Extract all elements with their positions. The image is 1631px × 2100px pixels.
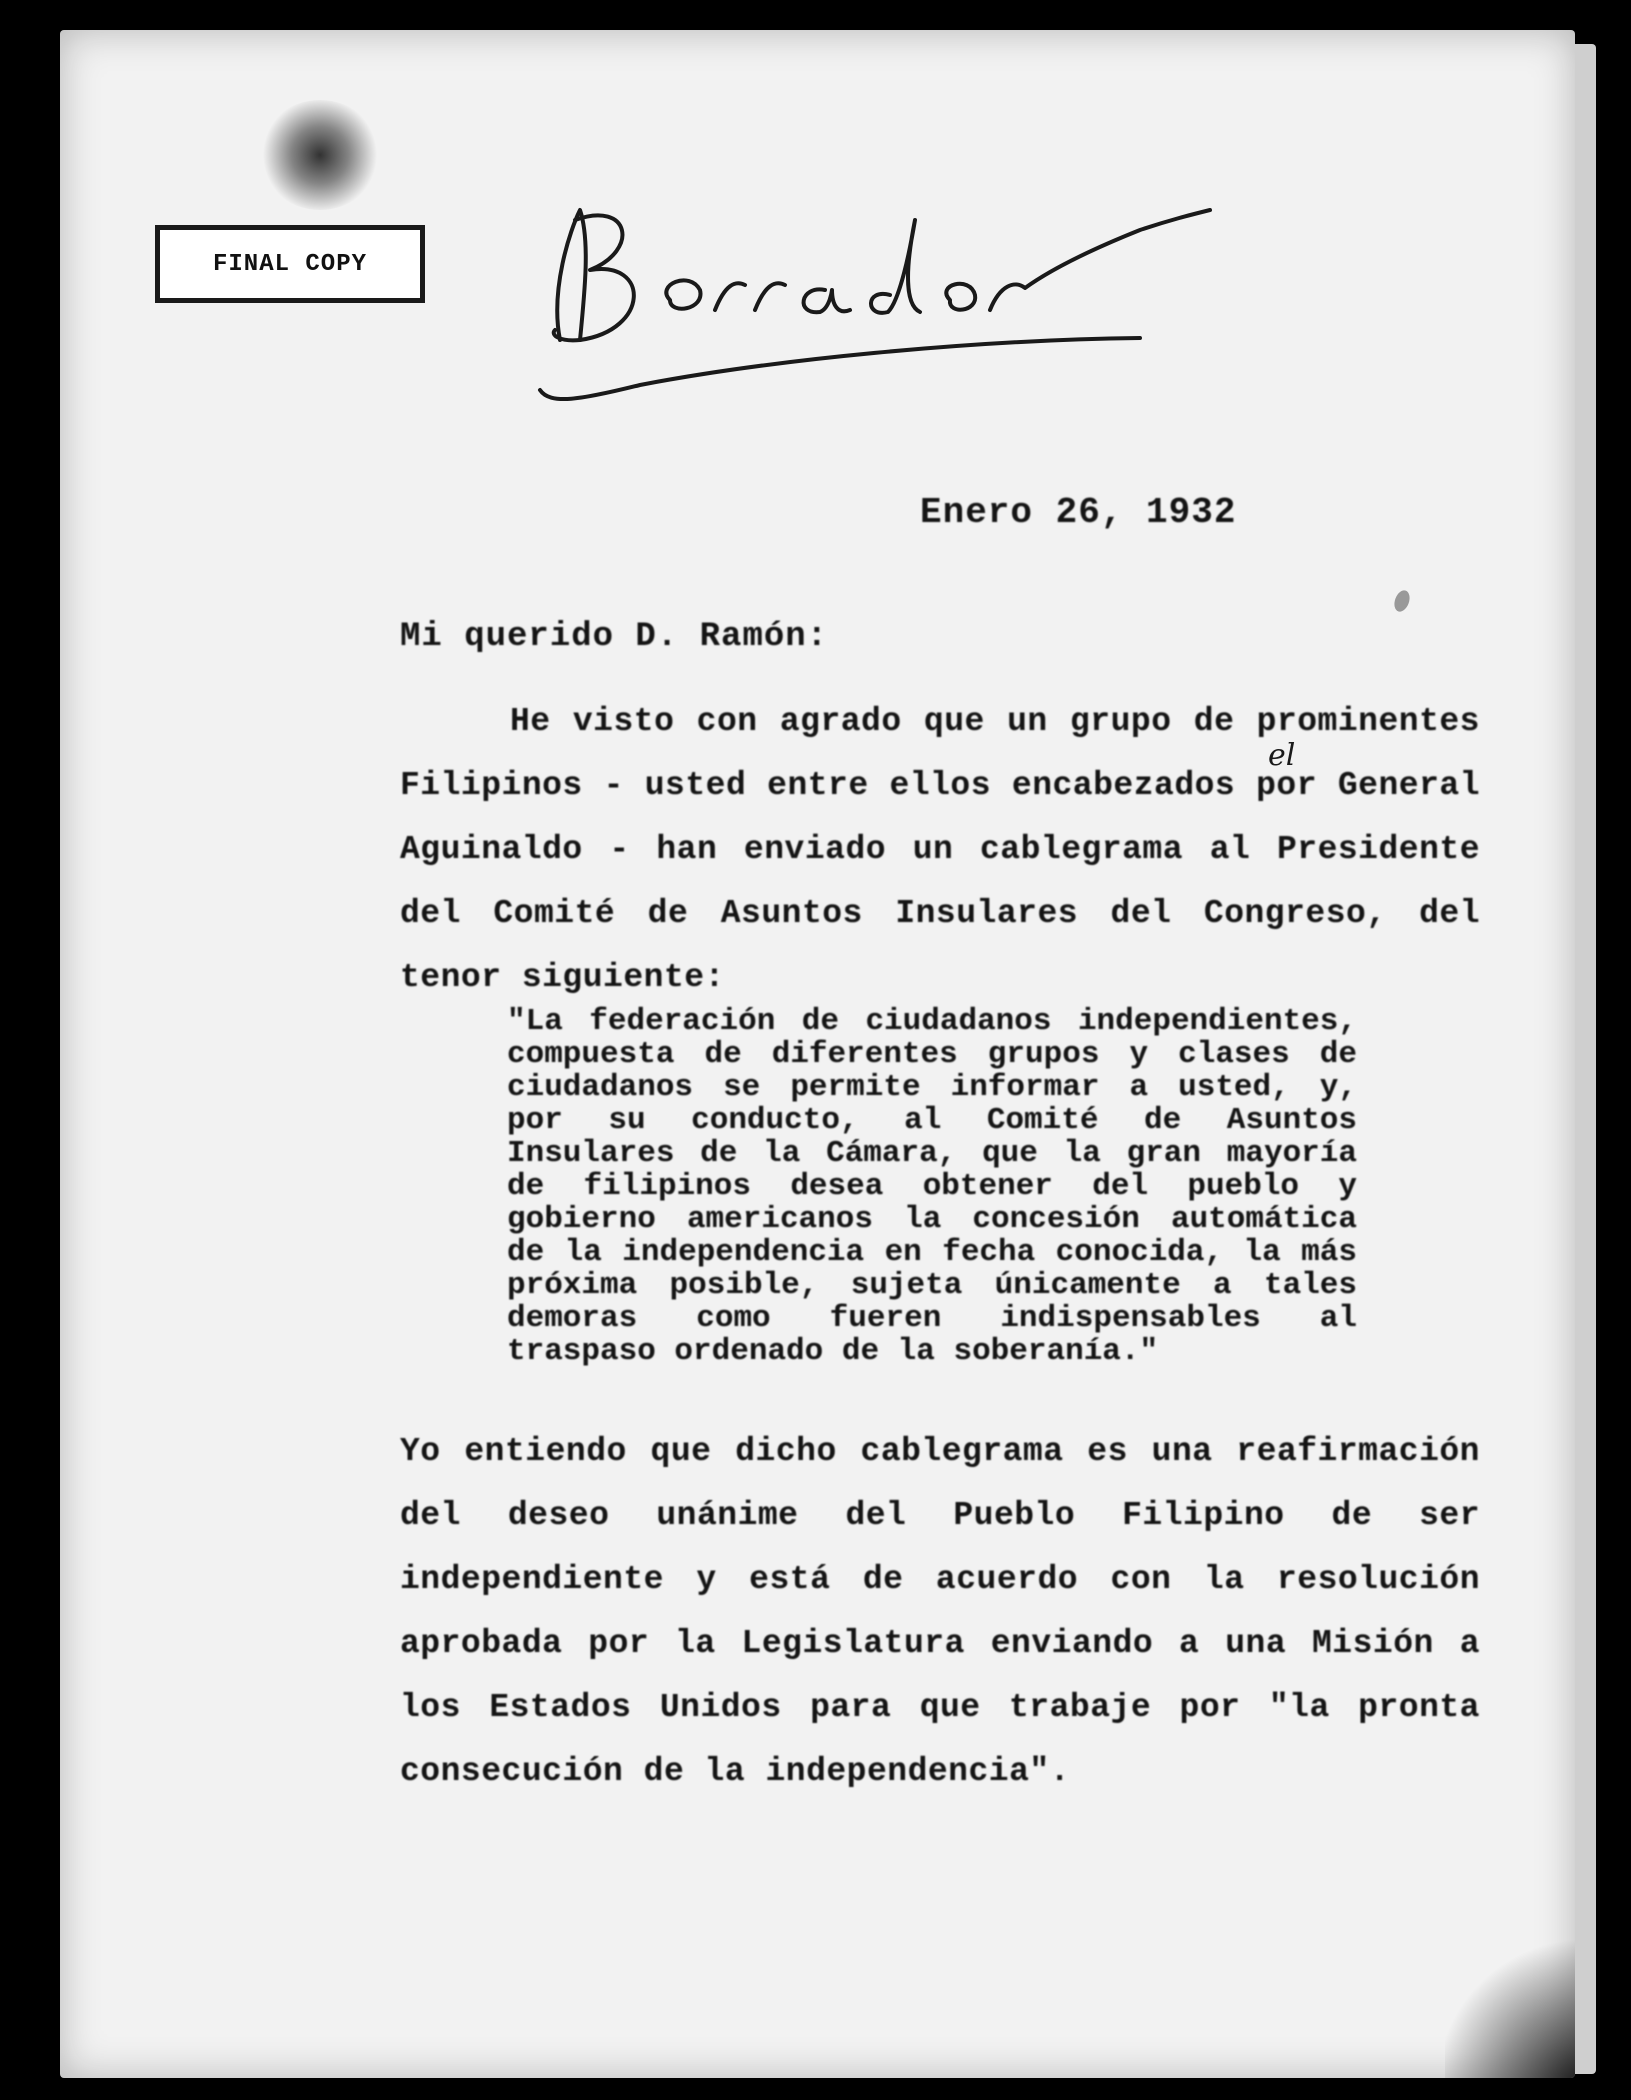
letter-quotation: "La federación de ciudadanos independientes, compuesta de diferentes grupos y clases de ciudadanos se permite informar a usted, y, por su conducto, al Comité de Asuntos Insulares de la Cámara, que la gran mayoría de filipinos desea obtener del pueblo y gobierno americanos la concesión automática de la independencia en fecha conocida, la más próxima posible, sujeta únicamente a tales demoras como fueren indispensables al traspaso ordenado de la soberanía." (507, 1004, 1357, 1369)
letter-salutation: Mi querido D. Ramón: (400, 618, 829, 656)
letter-date: Enero 26, 1932 (920, 492, 1237, 533)
paragraph-1-text: He visto con agrado que un grupo de prominentes Filipinos - usted entre ellos encabezados por General Aguinaldo - han enviado un cablegrama al Presidente del Comité de Asuntos Insulares del Congreso, del tenor siguiente: (400, 703, 1480, 996)
page-corner-shadow (1445, 1928, 1575, 2078)
handwritten-insert-mark: el (1268, 738, 1296, 773)
ink-smudge (260, 100, 380, 210)
letter-paragraph-2: Yo entiendo que dicho cablegrama es una reafirmación del deseo unánime del Pueblo Filipino de ser independiente y está de acuerdo con la resolución aprobada por la Legislatura enviando a una Misión a los Estados Unidos para que trabaje por "la pronta consecución de la independencia". (400, 1433, 1480, 1790)
final-copy-stamp (155, 225, 425, 303)
stamp-label: FINAL COPY (212, 250, 368, 278)
handwritten-borrador-annotation (520, 190, 1240, 420)
pencil-mark (1392, 588, 1413, 613)
document-page (60, 30, 1575, 2078)
letter-paragraph-1 (400, 690, 1480, 1010)
